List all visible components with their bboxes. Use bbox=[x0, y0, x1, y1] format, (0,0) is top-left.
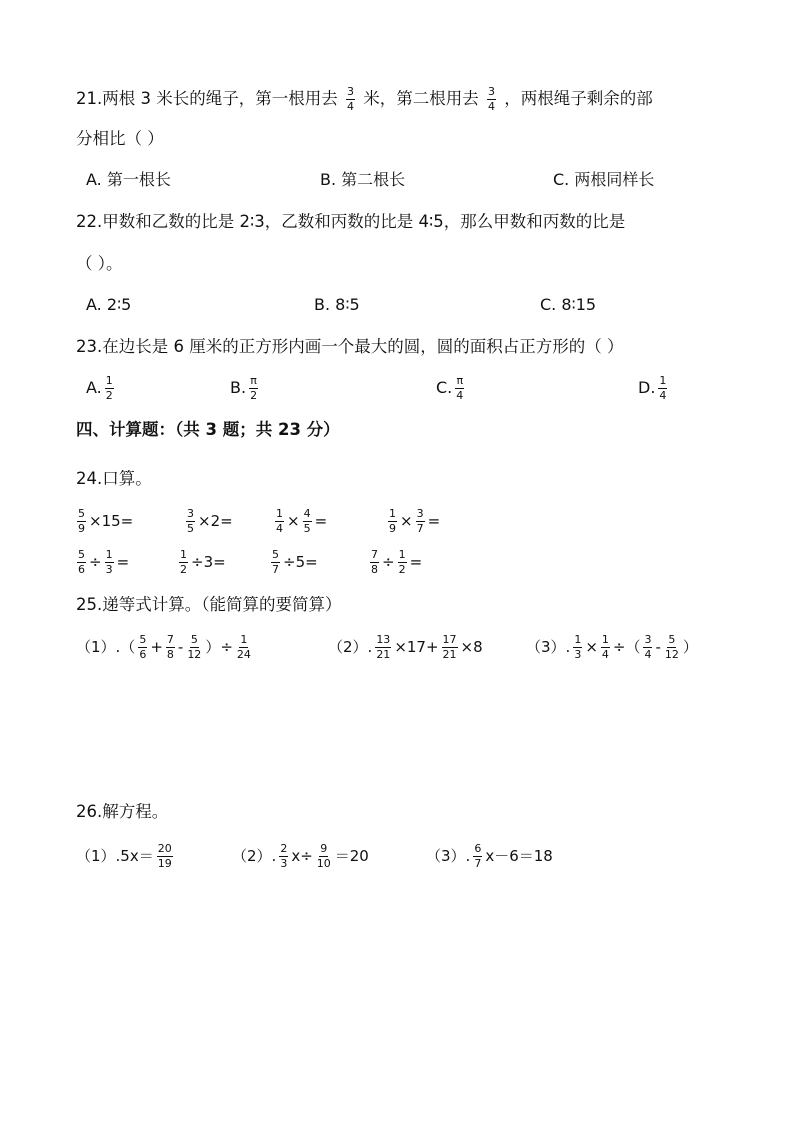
q23-line1: 23.在边长是 6 厘米的正方形内画一个最大的圆，圆的面积占正方形的（ ） bbox=[76, 337, 624, 356]
q24-row2-item3: $\frac{5}{7}$ ÷5= bbox=[272, 548, 318, 576]
q21-fraction-2: $\frac{3}{4}$ bbox=[487, 85, 495, 113]
q21-text-2: 米，第二根用去 bbox=[363, 89, 479, 108]
q25-title: 25.递等式计算。（能简算的要简算） bbox=[76, 595, 342, 614]
q21-text-3: ，两根绳子剩余的部 bbox=[504, 89, 653, 108]
q23-option-b-fraction: $\frac{\pi}{2}$ bbox=[250, 374, 258, 402]
q23-option-c[interactable]: C. $\frac{\pi}{4}$ bbox=[436, 374, 464, 402]
q25-expression-1: （1）.（ $\frac{5}{6}$ + $\frac{7}{8}$ - $\frac{5}{12}$ ）÷ $\frac{1}{24}$ bbox=[76, 633, 251, 661]
q23-option-a-fraction: $\frac{1}{2}$ bbox=[105, 374, 113, 402]
q25-expression-2: （2）. $\frac{13}{21}$ ×17+ $\frac{17}{21}$ ×8 bbox=[328, 633, 483, 661]
q22-option-c[interactable]: C. 8∶15 bbox=[540, 295, 597, 314]
q26-equation-2: （2）. $\frac{2}{3}$ x÷ $\frac{9}{10}$ ＝20 bbox=[232, 842, 369, 870]
q23-option-d[interactable]: D. $\frac{1}{4}$ bbox=[638, 374, 667, 402]
q21-option-c[interactable]: C. 两根同样长 bbox=[553, 170, 655, 189]
q22-option-b[interactable]: B. 8∶5 bbox=[314, 295, 360, 314]
q24-row1-item3: $\frac{1}{4}$ × $\frac{4}{5}$ = bbox=[276, 507, 328, 535]
q21-line1 bbox=[76, 86, 653, 113]
q22-line2: （ ）。 bbox=[76, 254, 123, 273]
q23-option-d-fraction: $\frac{1}{4}$ bbox=[659, 374, 667, 402]
section-title: 四、计算题：（共 3 题；共 23 分） bbox=[76, 420, 340, 439]
q21-option-b[interactable]: B. 第二根长 bbox=[320, 170, 406, 189]
q21-fraction-1: $\frac{3}{4}$ bbox=[346, 85, 354, 113]
q24-row1-item2: $\frac{3}{5}$ ×2= bbox=[187, 507, 233, 535]
q22-option-a[interactable]: A. 2∶5 bbox=[86, 295, 132, 314]
q21-text-1: 21.两根 3 米长的绳子，第一根用去 bbox=[76, 89, 338, 108]
q21-line2: 分相比（ ） bbox=[76, 129, 164, 148]
q24-row1-item1: $\frac{5}{9}$ ×15= bbox=[78, 507, 134, 535]
q26-equation-3: （3）. $\frac{6}{7}$ x－6＝18 bbox=[426, 842, 553, 870]
q24-title: 24.口算。 bbox=[76, 469, 152, 488]
q24-row1-item4: $\frac{1}{9}$ × $\frac{3}{7}$ = bbox=[389, 507, 441, 535]
q24-row2-item4: $\frac{7}{8}$ ÷ $\frac{1}{2}$ = bbox=[371, 548, 423, 576]
q23-option-a[interactable]: A. $\frac{1}{2}$ bbox=[86, 374, 113, 402]
q25-expression-3: （3）. $\frac{1}{3}$ × $\frac{1}{4}$ ÷（ $\frac{3}{4}$ - $\frac{5}{12}$ ） bbox=[526, 633, 698, 661]
q24-row2-item2: $\frac{1}{2}$ ÷3= bbox=[180, 548, 226, 576]
q23-option-c-fraction: $\frac{\pi}{4}$ bbox=[456, 374, 464, 402]
q24-row2-item1: $\frac{5}{6}$ ÷ $\frac{1}{3}$ = bbox=[78, 548, 130, 576]
q22-line1: 22.甲数和乙数的比是 2∶3，乙数和丙数的比是 4∶5，那么甲数和丙数的比是 bbox=[76, 212, 626, 231]
q23-option-b[interactable]: B. $\frac{\pi}{2}$ bbox=[230, 374, 258, 402]
q26-title: 26.解方程。 bbox=[76, 802, 169, 821]
q21-option-a[interactable]: A. 第一根长 bbox=[86, 170, 171, 189]
q26-equation-1: （1）.5x＝ $\frac{20}{19}$ bbox=[76, 842, 172, 870]
